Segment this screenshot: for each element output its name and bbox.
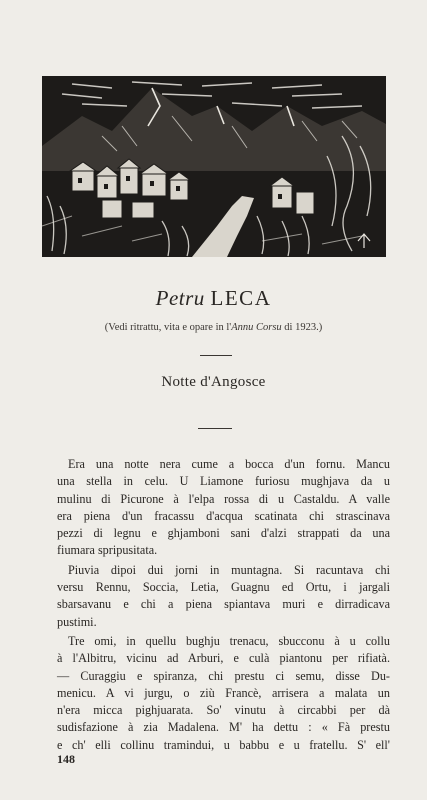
text-line: à l'Albitru, vicinu ad Arburi, e culà piantonu per rifiatà. — [57, 651, 390, 666]
reference-note-post: di 1923.) — [281, 322, 323, 333]
paragraph — [57, 633, 390, 754]
page-number: 148 — [57, 752, 75, 766]
text-line: sudisfazione à zia Madalena. M' ha dettu : « Fà prestu — [57, 720, 390, 735]
text-line: pezzi di legnu e ghjamboni sani d'alzi strappati da una — [57, 526, 390, 541]
text-line: una stella in celu. U Liamone furiosu mughjava da u — [57, 474, 390, 489]
text-line: versu Rennu, Soccia, Letia, Guagnu ed Ortu, i jargali — [57, 580, 390, 595]
text-line: sbarsavanu e chi a piena spiantava muri e dirradicava — [57, 597, 390, 612]
text-line: — Curaggiu e spiranza, chi prestu ci semu, disse Du- — [57, 668, 390, 683]
text-line: pustimi. — [57, 614, 97, 629]
text-line: e ch' elli collinu tramindui, u babbu e u fratellu. S' ell' — [57, 737, 390, 752]
divider-rule — [200, 355, 232, 356]
text-line: Era una notte nera cume a bocca d'un fornu. Mancu — [68, 457, 390, 471]
text-line: menicu. A vi jurgu, o ziù Francè, arrisera a malata un — [57, 685, 390, 700]
author-name — [0, 286, 427, 311]
body-text — [57, 456, 390, 756]
text-line: n'era micca pighjuarata. So' vinutu à circabbi per dà — [57, 703, 390, 718]
text-line: Piuvia dipoi dui jorni in muntagna. Si racuntava chi — [68, 562, 390, 577]
story-title: Notte d'Angosce — [161, 374, 266, 390]
text-line: Tre omi, in quellu bughju trenacu, sbucconu à u collu — [68, 633, 390, 648]
woodcut-village-mountains-image — [42, 76, 386, 257]
author-first-name: Petru — [155, 286, 205, 310]
paragraph — [57, 456, 390, 560]
author-last-name: LECA — [210, 286, 272, 310]
reference-note — [0, 322, 427, 333]
reference-note-italic: Annu Corsu — [231, 322, 282, 333]
text-line: fiumara spripusitata. — [57, 543, 158, 558]
text-line: era piena d'un fracassu d'acqua scatinata chi strascinava — [57, 508, 390, 523]
text-line: mulinu di Picurone à l'elpa rossa di u Castaldu. A valle — [57, 491, 390, 506]
woodcut-illustration — [42, 76, 386, 257]
divider-rule — [198, 428, 232, 429]
reference-note-pre: (Vedi ritrattu, vita e opare in l' — [104, 322, 232, 333]
paragraph — [57, 562, 390, 631]
